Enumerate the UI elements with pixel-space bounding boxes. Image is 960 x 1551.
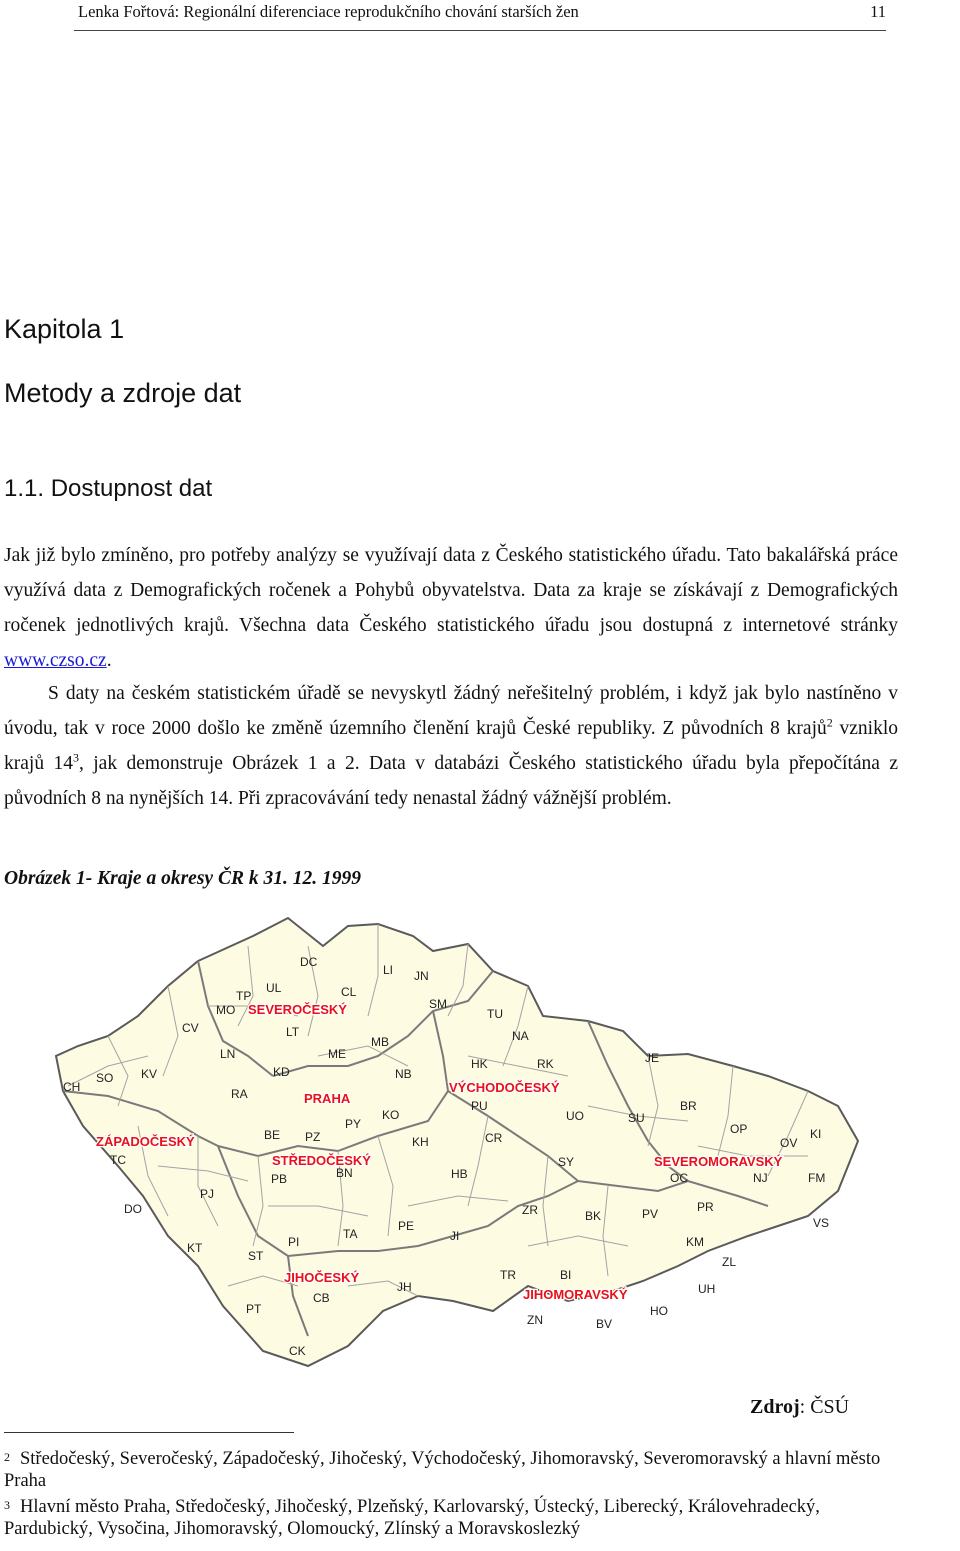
source-label: Zdroj (750, 1396, 800, 1418)
figure-caption: Obrázek 1- Kraje a okresy ČR k 31. 12. 1999 (4, 868, 361, 889)
district-label: DC (300, 955, 318, 969)
header-title: Lenka Fořtová: Regionální diferenciace reprodukčního chování starších žen (78, 2, 579, 21)
district-label: ST (248, 1249, 264, 1263)
footnote-text: Středočeský, Severočeský, Západočeský, Jihočeský, Východočeský, Jihomoravský, Severomoravský a hlavní město Praha (4, 1449, 881, 1491)
district-label: OP (730, 1122, 748, 1136)
district-label: TU (487, 1007, 503, 1021)
district-label: KH (412, 1135, 429, 1149)
district-map (48, 906, 898, 1386)
district-label: CB (313, 1291, 330, 1305)
district-label: JN (414, 969, 429, 983)
district-label: PR (697, 1200, 714, 1214)
district-label: KM (686, 1235, 704, 1249)
district-label: KI (810, 1127, 822, 1141)
district-label: CL (341, 985, 357, 999)
district-label: LI (383, 963, 394, 977)
district-label: BR (680, 1099, 697, 1113)
district-label: PZ (305, 1130, 321, 1144)
district-label: JH (397, 1280, 412, 1294)
district-label: JI (450, 1229, 460, 1243)
footnote-ref-3[interactable]: 3 (72, 750, 79, 765)
district-label: SY (558, 1155, 575, 1169)
district-label: BK (585, 1209, 602, 1223)
footnote-2 (4, 1448, 904, 1492)
paragraph-1-text: Jak již bylo zmíněno, pro potřeby analýzy se využívají data z Českého statistického úřadu. Tato bakalářská práce využívá data z Demografických ročenek a Pohybů obyvatelstva. Data za kraje se získávají z Demografických ročenek jednotlivých krajů. Všechna data Českého statistického úřadu jsou dostupná z internetové stránky (4, 545, 898, 636)
district-label: SO (96, 1071, 114, 1085)
district-label: BV (596, 1317, 613, 1331)
district-label: BE (264, 1128, 281, 1142)
region-label-vychodocesky: VÝCHODOČESKÝ (449, 1080, 560, 1095)
district-label: RA (231, 1087, 248, 1101)
region-label-jihocesky: JIHOČESKÝ (284, 1270, 360, 1285)
district-label: TA (343, 1227, 358, 1241)
district-label: UL (266, 981, 282, 995)
district-label: PB (271, 1172, 288, 1186)
figure-source (750, 1396, 849, 1419)
district-label: MO (216, 1003, 236, 1017)
paragraph-2-part1: S daty na českém statistickém úřadě se nevyskytl žádný neřešitelný problém, i když jak bylo nastíněno v úvodu, tak v roce 2000 došlo ke změně územního členění krajů České republiky. Z původních 8 krajů (4, 683, 898, 739)
district-label: NJ (753, 1171, 768, 1185)
district-label: TP (236, 989, 252, 1003)
district-label: TC (110, 1153, 126, 1167)
district-label: PE (398, 1219, 415, 1233)
district-label: NA (512, 1029, 529, 1043)
district-label: TR (500, 1268, 516, 1282)
footnote-mark: 3 (4, 1498, 10, 1512)
district-label: RK (537, 1057, 554, 1071)
district-label: ME (328, 1047, 346, 1061)
district-label: PY (345, 1117, 362, 1131)
map-svg (48, 906, 898, 1386)
district-label: LT (286, 1025, 300, 1039)
district-label: KV (141, 1067, 158, 1081)
district-label: ZL (722, 1255, 737, 1269)
footnote-mark: 2 (4, 1450, 10, 1464)
district-label: SM (429, 997, 447, 1011)
district-label: CK (289, 1344, 306, 1358)
district-label: PU (471, 1099, 488, 1113)
district-label: PV (642, 1207, 659, 1221)
district-label: PT (246, 1302, 262, 1316)
district-label: UH (698, 1282, 716, 1296)
section-title: 1.1. Dostupnost dat (4, 475, 213, 502)
paragraph-2 (4, 676, 898, 816)
district-label: PJ (200, 1187, 215, 1201)
district-label: NB (395, 1067, 412, 1081)
district-label: CH (63, 1080, 81, 1094)
district-label: SU (628, 1111, 645, 1125)
district-label: ZN (527, 1313, 543, 1327)
district-label: DO (124, 1202, 142, 1216)
region-label-praha: PRAHA (304, 1091, 351, 1106)
paragraph-1-end: . (106, 650, 112, 671)
district-label: KO (382, 1108, 400, 1122)
paragraph-2-part3: , jak demonstruje Obrázek 1 a 2. Data v databázi Českého statistického úřadu byla přepočítána z původních 8 na nynějších 14. Při zpracovávání tedy nenastal žádný vážnější problém. (4, 753, 898, 809)
region-label-zapadocesky: ZÁPADOČESKÝ (96, 1134, 195, 1149)
footnote-3 (4, 1496, 904, 1540)
paragraph-1 (4, 538, 898, 678)
district-label: HK (471, 1057, 488, 1071)
district-label: BI (560, 1268, 572, 1282)
district-label: BN (336, 1166, 353, 1180)
region-label-stredocesky: STŘEDOČESKÝ (272, 1153, 371, 1168)
district-label: JE (645, 1051, 660, 1065)
paragraph-2-part2: vzniklo krajů 14 (4, 718, 898, 774)
district-label: ZR (522, 1203, 538, 1217)
district-label: LN (220, 1047, 236, 1061)
region-label-jihomoravsky: JIHOMORAVSKÝ (523, 1287, 628, 1302)
footnote-ref-2[interactable]: 2 (826, 715, 833, 730)
district-label: OC (670, 1171, 688, 1185)
district-label: PI (288, 1235, 300, 1249)
district-label: KT (187, 1241, 203, 1255)
footnote-text: Hlavní město Praha, Středočeský, Jihočeský, Plzeňský, Karlovarský, Ústecký, Liberecký, Královehradecký, Pardubický, Vysočina, Jihomoravský, Olomoucký, Zlínský a Moravskoslezký (4, 1497, 820, 1539)
footnote-divider (4, 1432, 294, 1433)
district-label: VS (813, 1216, 830, 1230)
district-label: MB (371, 1035, 389, 1049)
district-label: CV (182, 1021, 199, 1035)
running-header (74, 0, 886, 31)
district-label: OV (780, 1136, 798, 1150)
district-label: UO (566, 1109, 584, 1123)
district-label: KD (273, 1065, 290, 1079)
czso-link[interactable]: www.czso.cz (4, 650, 107, 671)
district-label: CR (485, 1131, 503, 1145)
chapter-label: Kapitola 1 (4, 314, 125, 344)
page-number: 11 (870, 2, 886, 21)
source-value: : ČSÚ (799, 1396, 850, 1418)
district-label: HB (451, 1167, 468, 1181)
region-label-severocesky: SEVEROČESKÝ (248, 1002, 347, 1017)
region-label-severomoravsky: SEVEROMORAVSKÝ (654, 1154, 783, 1169)
district-label: FM (808, 1171, 826, 1185)
chapter-title: Metody a zdroje dat (4, 378, 242, 408)
district-label: HO (650, 1304, 668, 1318)
